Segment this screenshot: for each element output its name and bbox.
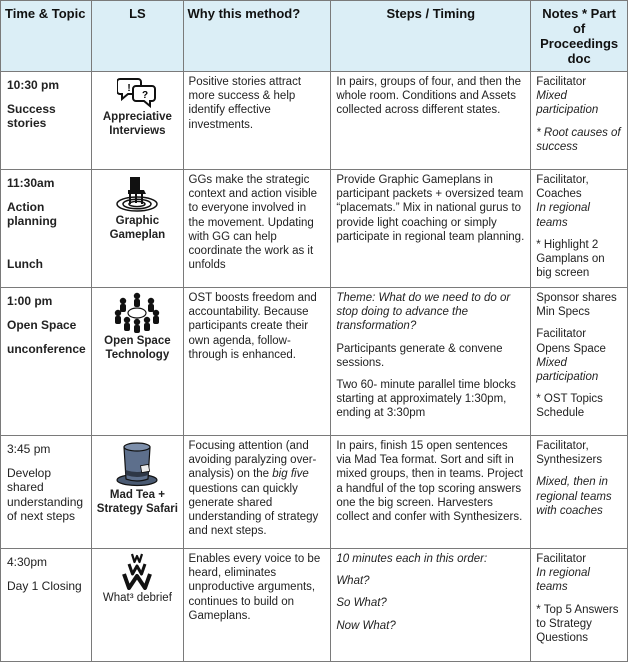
notes-cell (531, 436, 628, 549)
table-row (1, 436, 628, 549)
table-row (1, 549, 628, 662)
ls-cell (92, 288, 183, 436)
extra-label: Lunch (7, 256, 43, 271)
time-label: 1:00 pm (7, 294, 53, 308)
ls-name: Graphic Gameplan (109, 215, 166, 241)
notes-proceedings: * Top 5 Answers to Strategy Questions (536, 603, 619, 645)
notes-role: Facilitator (536, 553, 587, 565)
topic-label: Open Space (7, 318, 77, 333)
why-cell: Positive stories attract more success & help identify effective investments. (183, 72, 331, 170)
www-icon (122, 552, 152, 590)
time-topic-cell (1, 288, 92, 436)
steps-timing: Two 60- minute parallel time blocks starting at approximately 1:30pm, ending at 3:30pm (336, 379, 516, 420)
notes-proceedings: * Root causes of success (536, 126, 621, 153)
notes-participation: Mixed, then in regional teams with coaches (536, 476, 612, 517)
topic-label: Action planning (7, 200, 57, 229)
steps-cell: In pairs, finish 15 open sentences via Mad Tea format. Sort and sift in mixed groups, then in teams. Project a handful of the top scoring answers one the big screen. Harvesters collect and confer with Synthesizers. (331, 436, 531, 549)
svg-text:!: ! (127, 83, 132, 94)
ls-name: What³ debrief (102, 592, 172, 604)
steps-cell (331, 549, 531, 662)
ls-cell (92, 549, 183, 662)
notes-participation: Mixed participation (536, 356, 599, 384)
table-row (1, 72, 628, 170)
ls-name: Open Space Technology (104, 335, 171, 361)
notes-role-2: Facilitator Opens Space (536, 328, 606, 355)
steps-intro: 10 minutes each in this order: (336, 553, 488, 565)
ls-name: Appreciative Interviews (102, 111, 172, 137)
chair-target-icon (115, 173, 159, 213)
topic-label: Success stories (7, 102, 56, 131)
notes-participation: Mixed participation (536, 90, 599, 117)
notes-role: Sponsor shares Min Specs (536, 292, 617, 319)
ls-cell (92, 436, 183, 549)
circle-of-people-icon (113, 291, 161, 333)
why-cell (183, 436, 331, 549)
time-label: 11:30am (7, 176, 55, 190)
time-topic-cell (1, 72, 92, 170)
table-row (1, 288, 628, 436)
time-label: 3:45 pm (7, 442, 51, 456)
why-cell: GGs make the strategic context and action visible to everyone involved in the movement. Updating with GG can help coordinate the work as it unfolds (183, 170, 331, 288)
topic-label: Develop shared understanding of next steps (7, 466, 84, 523)
time-label: 10:30 pm (7, 78, 60, 92)
header-notes: Notes * Part of Proceedings doc (531, 1, 628, 72)
steps-cell: Provide Graphic Gameplans in participant packets + oversized team “placemats.” Mix in national gurus to provide light coaching or simply participate in regional team planning. (331, 170, 531, 288)
steps-so-what: So What? (336, 597, 387, 610)
why-cell: OST boosts freedom and accountability. Because participants create their own agenda, follow-through is enhanced. (183, 288, 331, 436)
why-cell: Enables every voice to be heard, eliminates unproductive arguments, continues to build on Gameplans. (183, 549, 331, 662)
extra-label: unconference (7, 342, 86, 357)
ls-cell (92, 72, 183, 170)
steps-cell (331, 288, 531, 436)
notes-proceedings: * Highlight 2 Gamplans on big screen (536, 238, 605, 280)
notes-cell (531, 549, 628, 662)
notes-role: Facilitator, Coaches (536, 174, 589, 201)
notes-participation: In regional teams (536, 202, 590, 229)
notes-role: Facilitator, Synthesizers (536, 440, 603, 467)
notes-cell (531, 170, 628, 288)
ls-cell (92, 170, 183, 288)
topic-label: Day 1 Closing (7, 579, 82, 594)
ls-name: Mad Tea + Strategy Safari (96, 489, 178, 515)
steps-now-what: Now What? (336, 619, 396, 632)
svg-text:?: ? (142, 90, 149, 101)
why-text-a: Focusing attention (and avoiding paralyzing over-analysis) on the (188, 440, 317, 481)
steps-what: What? (336, 575, 370, 588)
header-ls: LS (92, 1, 183, 72)
header-why: Why this method? (183, 1, 331, 72)
why-text-c: questions can quickly generate shared understanding of strategy and next steps. (188, 482, 319, 538)
why-text-b: big five (272, 468, 309, 481)
time-label: 4:30pm (7, 555, 48, 569)
time-topic-cell (1, 549, 92, 662)
time-topic-cell (1, 170, 92, 288)
steps-detail: Participants generate & convene sessions. (336, 342, 503, 369)
header-row (1, 1, 628, 72)
table-row (1, 170, 628, 288)
notes-cell (531, 72, 628, 170)
speech-bubbles-icon (117, 75, 157, 109)
notes-proceedings: * OST Topics Schedule (536, 393, 603, 420)
top-hat-icon (115, 439, 159, 487)
notes-cell (531, 288, 628, 436)
steps-cell: In pairs, groups of four, and then the whole room. Conditions and Assets collected across different states. (331, 72, 531, 170)
time-topic-cell (1, 436, 92, 549)
notes-participation: In regional teams (536, 567, 590, 594)
notes-role: Facilitator (536, 76, 587, 88)
steps-theme: Theme: What do we need to do or stop doing to advance the transformation? (336, 292, 511, 333)
header-steps: Steps / Timing (331, 1, 531, 72)
header-time-topic: Time & Topic (1, 1, 92, 72)
